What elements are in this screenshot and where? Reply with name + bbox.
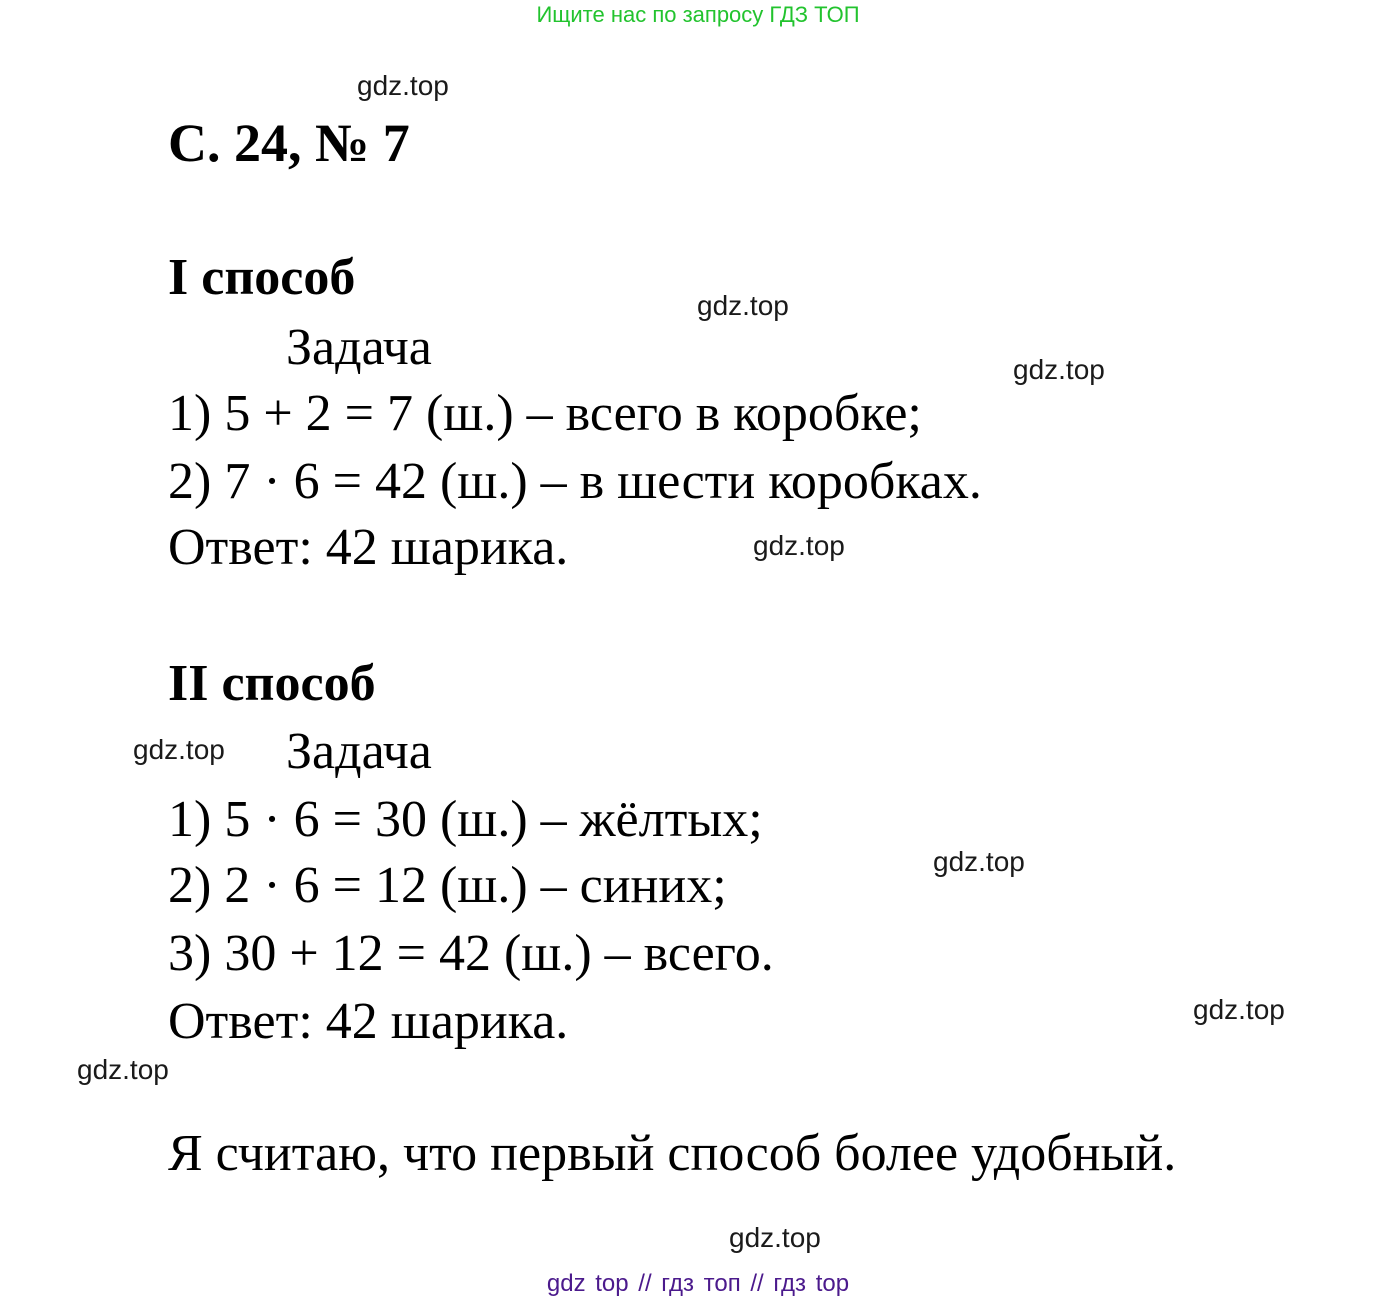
method-2-answer: Ответ: 42 шарика. bbox=[168, 993, 569, 1050]
method-2-step-1: 1) 5 · 6 = 30 (ш.) – жёлтых; bbox=[168, 791, 763, 848]
watermark: gdz.top bbox=[133, 734, 225, 765]
watermark: gdz.top bbox=[697, 290, 789, 321]
promo-banner: Ищите нас по запросу ГДЗ ТОП bbox=[536, 2, 860, 27]
watermark: gdz.top bbox=[753, 530, 845, 561]
watermark: gdz.top bbox=[1013, 354, 1105, 385]
method-2-heading: II способ bbox=[168, 655, 376, 712]
method-1-subheading: Задача bbox=[286, 319, 432, 376]
method-1-step-1: 1) 5 + 2 = 7 (ш.) – всего в коробке; bbox=[168, 385, 922, 442]
page-title: С. 24, № 7 bbox=[168, 113, 410, 173]
watermark: gdz.top bbox=[77, 1054, 169, 1085]
method-2-step-3: 3) 30 + 12 = 42 (ш.) – всего. bbox=[168, 925, 774, 982]
watermark: gdz.top bbox=[357, 70, 449, 101]
method-2-subheading: Задача bbox=[286, 723, 432, 780]
footer-links: gdz top // гдз топ // гдз top bbox=[546, 1270, 850, 1297]
watermark: gdz.top bbox=[933, 846, 1025, 877]
watermark: gdz.top bbox=[729, 1222, 821, 1253]
conclusion-text: Я считаю, что первый способ более удобный. bbox=[168, 1125, 1177, 1182]
method-1-step-2: 2) 7 · 6 = 42 (ш.) – в шести коробках. bbox=[168, 453, 982, 510]
method-1-answer: Ответ: 42 шарика. bbox=[168, 519, 569, 576]
method-2-step-2: 2) 2 · 6 = 12 (ш.) – синих; bbox=[168, 857, 727, 914]
watermark: gdz.top bbox=[1193, 994, 1285, 1025]
method-1-heading: I способ bbox=[168, 249, 356, 306]
